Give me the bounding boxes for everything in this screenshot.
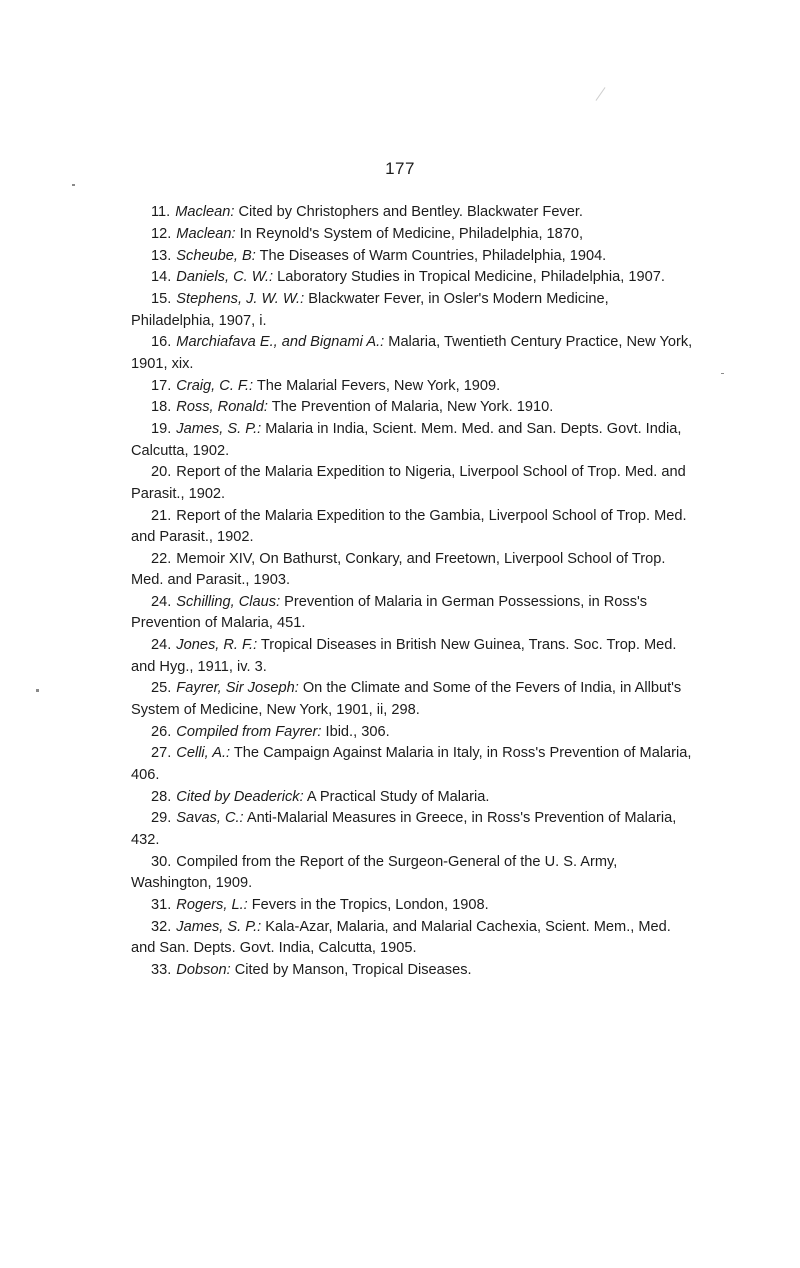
reference-author: Maclean: bbox=[176, 225, 236, 242]
reference-text: Memoir XIV, On Bathurst, Conkary, and Freetown, Liverpool School of Trop. Med. and Parasit., 1903. bbox=[131, 550, 666, 589]
reference-author: Compiled from Fayrer: bbox=[176, 723, 322, 740]
reference-number: 11. bbox=[151, 204, 171, 220]
reference-text: A Practical Study of Malaria. bbox=[303, 788, 490, 805]
reference-item bbox=[131, 960, 693, 981]
reference-number: 31. bbox=[151, 896, 172, 913]
reference-text: Malaria in India, Scient. Mem. Med. and San. Depts. Govt. India, Calcutta, 1902. bbox=[131, 421, 682, 459]
reference-text: In Reynold's System of Medicine, Philadelphia, 1870, bbox=[235, 225, 584, 242]
scan-speck bbox=[36, 689, 39, 692]
reference-number: 27. bbox=[151, 745, 172, 762]
reference-number: 25. bbox=[151, 680, 172, 697]
reference-number: 19. bbox=[151, 421, 172, 438]
reference-number: 18. bbox=[151, 399, 172, 416]
reference-number: 12. bbox=[151, 225, 172, 242]
reference-author: Craig, C. F.: bbox=[176, 377, 254, 394]
reference-number: 28. bbox=[151, 788, 172, 805]
reference-author: Marchiafava E., and Bignami A.: bbox=[176, 334, 385, 351]
reference-text: On the Climate and Some of the Fevers of India, in Allbut's System of Medicine, New York, 1901, ii, 298. bbox=[131, 680, 682, 718]
reference-item bbox=[131, 506, 693, 549]
reference-number: 14. bbox=[151, 269, 172, 286]
reference-list bbox=[131, 202, 693, 982]
reference-item bbox=[131, 678, 693, 721]
reference-text: Cited by Christophers and Bentley. Blackwater Fever. bbox=[234, 204, 583, 220]
reference-item bbox=[131, 787, 693, 808]
reference-author: Rogers, L.: bbox=[176, 896, 248, 913]
reference-item bbox=[131, 917, 693, 960]
reference-text: Fevers in the Tropics, London, 1908. bbox=[247, 896, 489, 913]
reference-item bbox=[131, 289, 693, 332]
reference-item bbox=[131, 332, 693, 375]
reference-number: 32. bbox=[151, 918, 172, 935]
reference-author: James, S. P.: bbox=[176, 918, 262, 935]
reference-item bbox=[131, 376, 693, 397]
reference-text: Blackwater Fever, in Osler's Modern Medicine, Philadelphia, 1907, i. bbox=[131, 291, 609, 329]
scan-mark bbox=[596, 87, 606, 101]
reference-number: 22. bbox=[151, 550, 172, 567]
reference-number: 17. bbox=[151, 377, 172, 394]
reference-item bbox=[131, 743, 693, 786]
reference-item bbox=[131, 246, 693, 267]
scan-speck bbox=[72, 184, 75, 186]
reference-text: Compiled from the Report of the Surgeon-General of the U. S. Army, Washington, 1909. bbox=[131, 853, 618, 892]
reference-author: Jones, R. F.: bbox=[176, 637, 258, 654]
reference-number: 30. bbox=[151, 853, 172, 870]
reference-author: Cited by Deaderick: bbox=[176, 788, 304, 805]
reference-item bbox=[131, 224, 693, 245]
reference-item bbox=[131, 808, 693, 851]
reference-text: Report of the Malaria Expedition to the Gambia, Liverpool School of Trop. Med. and Parasit., 1902. bbox=[131, 507, 687, 545]
reference-author: James, S. P.: bbox=[176, 421, 262, 438]
reference-item bbox=[131, 895, 693, 916]
reference-number: 33. bbox=[151, 961, 172, 978]
reference-text: Anti-Malarial Measures in Greece, in Ross's Prevention of Malaria, 432. bbox=[131, 810, 677, 848]
reference-number: 24. bbox=[151, 637, 172, 654]
reference-author: Schilling, Claus: bbox=[176, 594, 281, 610]
reference-item bbox=[131, 267, 693, 288]
reference-number: 29. bbox=[151, 810, 172, 827]
reference-item bbox=[131, 722, 693, 743]
reference-author: Daniels, C. W.: bbox=[176, 269, 274, 286]
reference-author: Scheube, B: bbox=[176, 247, 256, 264]
reference-author: Dobson: bbox=[176, 961, 231, 978]
reference-item bbox=[131, 635, 693, 678]
reference-item bbox=[131, 592, 693, 635]
reference-number: 15. bbox=[151, 291, 172, 308]
reference-item bbox=[131, 549, 693, 592]
reference-text: Prevention of Malaria in German Possessions, in Ross's Prevention of Malaria, 451. bbox=[131, 594, 648, 632]
reference-text: Kala-Azar, Malaria, and Malarial Cachexia, Scient. Mem., Med. and San. Depts. Govt. India, Calcutta, 1905. bbox=[131, 918, 671, 957]
reference-number: 20. bbox=[151, 464, 172, 481]
reference-author: Savas, C.: bbox=[176, 810, 244, 827]
reference-text: Malaria, Twentieth Century Practice, New York, 1901, xix. bbox=[131, 334, 693, 372]
reference-author: Ross, Ronald: bbox=[176, 399, 268, 416]
reference-item bbox=[131, 462, 693, 505]
reference-text: The Malarial Fevers, New York, 1909. bbox=[253, 377, 501, 394]
reference-author: Celli, A.: bbox=[176, 745, 231, 762]
reference-text: Report of the Malaria Expedition to Nigeria, Liverpool School of Trop. Med. and Parasit., 1902. bbox=[131, 464, 686, 502]
page-number: 177 bbox=[385, 159, 415, 178]
reference-text: Laboratory Studies in Tropical Medicine, Philadelphia, 1907. bbox=[273, 269, 665, 286]
reference-text: The Prevention of Malaria, New York. 1910. bbox=[267, 399, 554, 416]
reference-text: The Campaign Against Malaria in Italy, in Ross's Prevention of Malaria, 406. bbox=[131, 745, 692, 783]
reference-number: 24. bbox=[151, 594, 172, 610]
reference-item bbox=[131, 397, 693, 418]
reference-text: The Diseases of Warm Countries, Philadelphia, 1904. bbox=[255, 247, 607, 264]
reference-author: Maclean: bbox=[175, 204, 235, 220]
reference-item bbox=[131, 852, 693, 895]
reference-number: 16. bbox=[151, 334, 172, 351]
reference-text: Tropical Diseases in British New Guinea, Trans. Soc. Trop. Med. and Hyg., 1911, iv. 3. bbox=[131, 637, 677, 675]
reference-author: Stephens, J. W. W.: bbox=[176, 291, 305, 308]
reference-item bbox=[131, 419, 693, 462]
reference-text: Cited by Manson, Tropical Diseases. bbox=[230, 961, 472, 978]
scan-speck bbox=[721, 373, 724, 374]
reference-item bbox=[131, 202, 693, 223]
reference-text: Ibid., 306. bbox=[321, 723, 390, 740]
reference-number: 21. bbox=[151, 507, 172, 524]
reference-number: 26. bbox=[151, 723, 172, 740]
reference-number: 13. bbox=[151, 247, 172, 264]
reference-author: Fayrer, Sir Joseph: bbox=[176, 680, 299, 697]
